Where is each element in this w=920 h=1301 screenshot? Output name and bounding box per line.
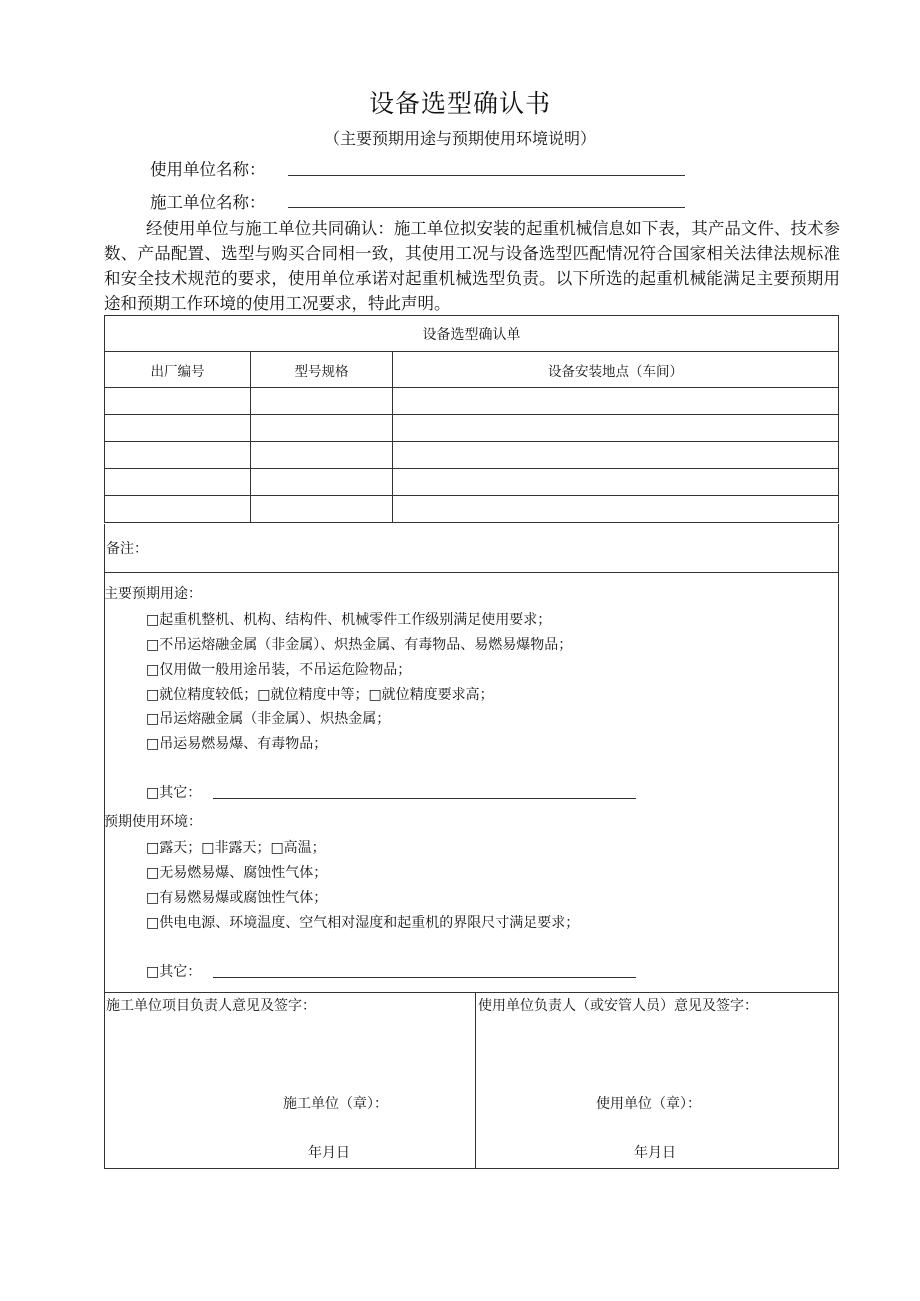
table-caption: 设备选型确认单 xyxy=(105,316,839,352)
signature-section xyxy=(104,992,839,1169)
table-cell[interactable] xyxy=(393,496,839,523)
table-cell[interactable] xyxy=(251,388,393,415)
column-header-serial: 出厂编号 xyxy=(105,352,251,388)
user-unit-label: 使用单位名称： xyxy=(150,160,266,179)
user-signature-cell[interactable] xyxy=(476,992,838,1168)
user-date-label: 年月日 xyxy=(634,1145,676,1161)
usage-option[interactable]: □不吊运熔融金属（非金属）、炽热金属、有毒物品、易燃易爆物品； xyxy=(146,637,573,653)
equipment-table xyxy=(104,315,839,523)
user-unit-row xyxy=(150,156,266,180)
table-cell[interactable] xyxy=(105,388,251,415)
table-cell[interactable] xyxy=(393,415,839,442)
table-cell[interactable] xyxy=(251,442,393,469)
construction-unit-row xyxy=(150,189,266,213)
table-cell[interactable] xyxy=(105,469,251,496)
table-cell[interactable] xyxy=(251,469,393,496)
usage-other-input-line[interactable] xyxy=(213,798,636,799)
document-title: 设备选型确认书 xyxy=(368,89,551,118)
table-row xyxy=(105,442,839,469)
environment-option[interactable]: □无易燃易爆、腐蚀性气体； xyxy=(146,865,328,881)
remarks-cell[interactable] xyxy=(105,524,838,573)
usage-heading: 主要预期用途： xyxy=(104,586,202,602)
usage-option[interactable]: □吊运易燃易爆、有毒物品； xyxy=(146,736,328,752)
usage-option[interactable]: □吊运熔融金属（非金属）、炽热金属； xyxy=(146,711,391,727)
table-cell[interactable] xyxy=(251,496,393,523)
usage-option[interactable]: □就位精度较低；□就位精度中等；□就位精度要求高； xyxy=(146,687,494,703)
table-cell[interactable] xyxy=(393,388,839,415)
usage-other-label[interactable]: □其它： xyxy=(146,785,202,801)
user-signature-title: 使用单位负责人（或安管人员）意见及签字： xyxy=(478,998,758,1014)
table-row xyxy=(105,469,839,496)
construction-date-label: 年月日 xyxy=(308,1145,350,1161)
environment-other-label[interactable]: □其它： xyxy=(146,964,202,980)
construction-unit-input-line[interactable] xyxy=(288,207,685,208)
user-seal-label: 使用单位（章）： xyxy=(596,1096,701,1112)
table-cell[interactable] xyxy=(393,469,839,496)
construction-signature-cell[interactable] xyxy=(105,992,475,1168)
user-unit-input-line[interactable] xyxy=(288,175,685,176)
remarks-label: 备注： xyxy=(106,541,148,557)
intro-paragraph: 经使用单位与施工单位共同确认：施工单位拟安装的起重机械信息如下表，其产品文件、技术参数、产品配置、选型与购买合同相一致，其使用工况与设备选型匹配情况符合国家相关法律法规标准和安全技术规范的要求，使用单位承诺对起重机械选型负责。以下所选的起重机械能满足主要预期用途和预期工作环境的使用工况要求，特此声明。 xyxy=(104,219,840,313)
table-row xyxy=(105,388,839,415)
table-cell[interactable] xyxy=(105,496,251,523)
column-header-model: 型号规格 xyxy=(251,352,393,388)
construction-seal-label: 施工单位（章）： xyxy=(283,1096,388,1112)
table-cell[interactable] xyxy=(393,442,839,469)
table-cell[interactable] xyxy=(105,442,251,469)
table-row xyxy=(105,496,839,523)
table-cell[interactable] xyxy=(105,415,251,442)
table-cell[interactable] xyxy=(251,415,393,442)
document-subtitle: （主要预期用途与预期使用环境说明） xyxy=(323,129,596,148)
environment-option[interactable]: □有易燃易爆或腐蚀性气体； xyxy=(146,890,328,906)
environment-other-input-line[interactable] xyxy=(213,977,636,978)
environment-option[interactable]: □供电电源、环境温度、空气相对湿度和起重机的界限尺寸满足要求； xyxy=(146,915,580,931)
table-row xyxy=(105,415,839,442)
environment-option[interactable]: □露天；□非露天；□高温； xyxy=(146,840,326,856)
construction-signature-title: 施工单位项目负责人意见及签字： xyxy=(106,998,316,1014)
column-header-location: 设备安装地点（车间） xyxy=(393,352,839,388)
usage-option[interactable]: □起重机整机、机构、结构件、机械零件工作级别满足使用要求； xyxy=(146,612,552,628)
usage-option[interactable]: □仅用做一般用途吊装，不吊运危险物品； xyxy=(146,662,412,678)
construction-unit-label: 施工单位名称： xyxy=(150,193,266,212)
environment-heading: 预期使用环境： xyxy=(104,814,202,830)
